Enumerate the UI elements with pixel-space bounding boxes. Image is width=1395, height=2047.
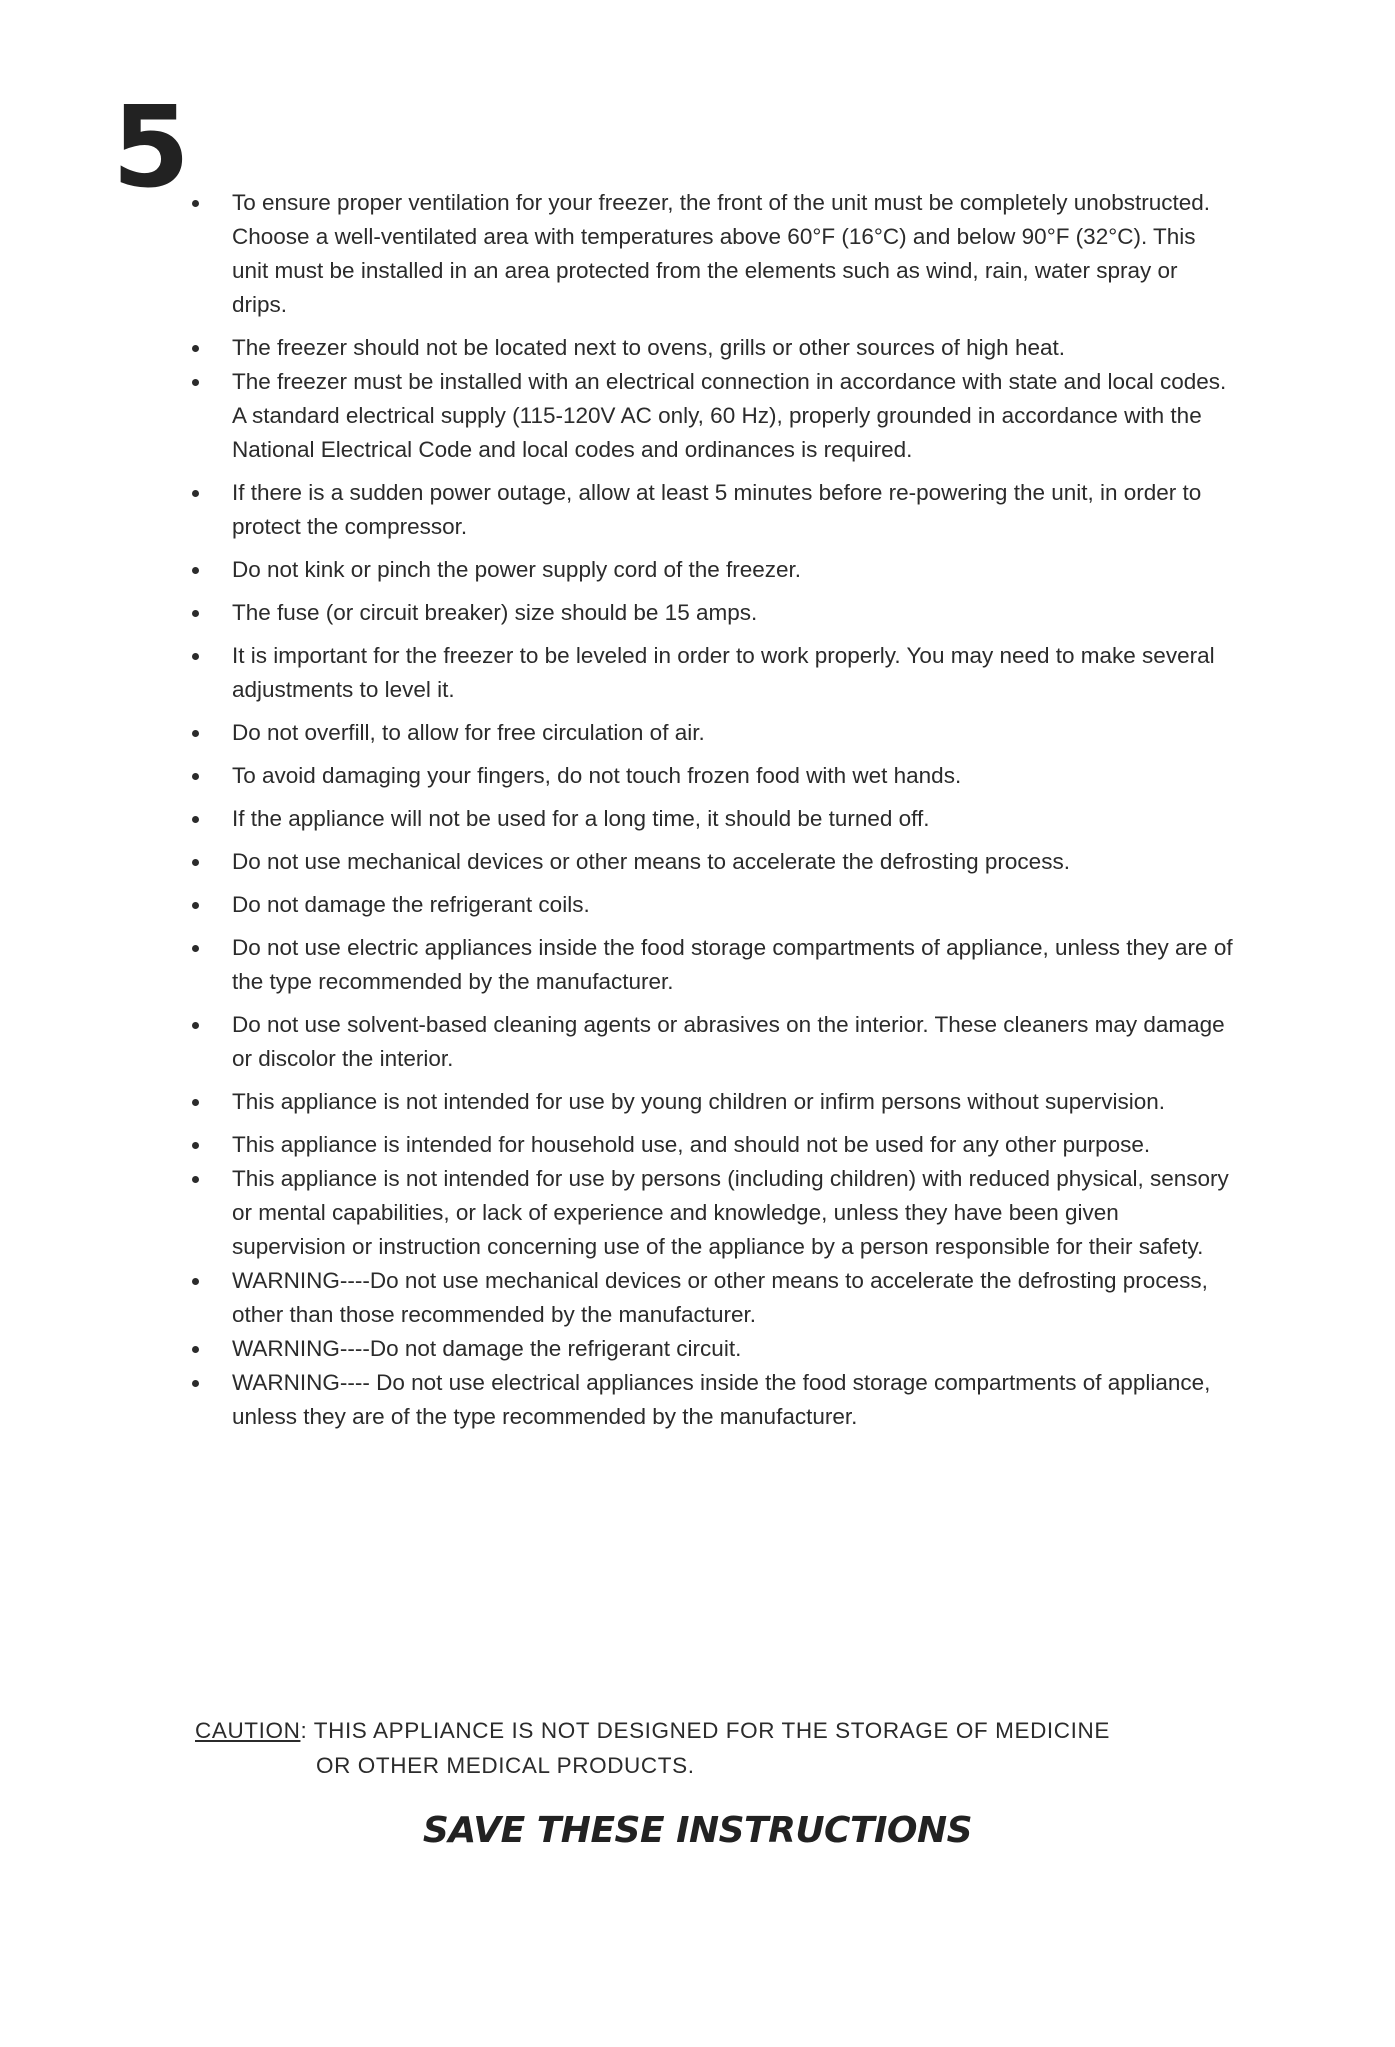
bullet-icon (192, 730, 199, 737)
caution-line-2: OR OTHER MEDICAL PRODUCTS. (316, 1753, 695, 1778)
list-item-text: Do not use solvent-based cleaning agents or abrasives on the interior. These cleaners may damage or discolor the interior. (232, 1012, 1225, 1071)
bullet-icon (192, 200, 199, 207)
bullet-icon (192, 1022, 199, 1029)
bullet-icon (192, 567, 199, 574)
caution-label: CAUTION (195, 1718, 301, 1743)
list-item-text: If the appliance will not be used for a long time, it should be turned off. (232, 806, 930, 831)
list-item (188, 1162, 1238, 1264)
caution-line-1 (195, 1713, 1195, 1748)
list-item-text: The fuse (or circuit breaker) size should be 15 amps. (232, 600, 758, 625)
list-item-text: This appliance is not intended for use by persons (including children) with reduced physical, sensory or mental capabilities, or lack of experience and knowledge, unless they have been given supervision or instruction concerning use of the appliance by a person responsible for their safety. (232, 1166, 1229, 1259)
list-item (188, 476, 1238, 544)
list-item-text: To avoid damaging your fingers, do not touch frozen food with wet hands. (232, 763, 962, 788)
bullet-icon (192, 945, 199, 952)
list-item-text: WARNING----Do not use mechanical devices or other means to accelerate the defrosting process, other than those recommended by the manufacturer. (232, 1268, 1208, 1327)
list-item-text: The freezer must be installed with an electrical connection in accordance with state and local codes. A standard electrical supply (115-120V AC only, 60 Hz), properly grounded in accordance with the National Electrical Code and local codes and ordinances is required. (232, 369, 1227, 462)
list-item (188, 1332, 1238, 1366)
list-item-text: This appliance is intended for household use, and should not be used for any other purpose. (232, 1132, 1151, 1157)
bullet-icon (192, 1176, 199, 1183)
caution-text: : THIS APPLIANCE IS NOT DESIGNED FOR THE STORAGE OF MEDICINE (300, 1718, 1110, 1743)
list-item-text: It is important for the freezer to be leveled in order to work properly. You may need to make several adjustments to level it. (232, 643, 1215, 702)
list-item (188, 1085, 1238, 1119)
list-item (188, 331, 1238, 365)
bullet-icon (192, 1380, 199, 1387)
caution-notice (195, 1713, 1195, 1783)
list-item-text: The freezer should not be located next to ovens, grills or other sources of high heat. (232, 335, 1065, 360)
bullet-icon (192, 816, 199, 823)
safety-instructions-list (188, 186, 1238, 1434)
bullet-icon (192, 345, 199, 352)
list-item-text: To ensure proper ventilation for your freezer, the front of the unit must be completely unobstructed. Choose a well-ventilated area with temperatures above 60°F (16°C) and below 90°F (32°C). This unit must be installed in an area protected from the elements such as wind, rain, water spray or drips. (232, 190, 1211, 317)
list-item (188, 553, 1238, 587)
list-item-text: If there is a sudden power outage, allow at least 5 minutes before re-powering the unit, in order to protect the compressor. (232, 480, 1202, 539)
bullet-icon (192, 1142, 199, 1149)
list-item (188, 802, 1238, 836)
bullet-icon (192, 653, 199, 660)
bullet-icon (192, 1278, 199, 1285)
bullet-icon (192, 379, 199, 386)
bullet-icon (192, 490, 199, 497)
list-item (188, 596, 1238, 630)
bullet-icon (192, 773, 199, 780)
list-item-text: Do not use mechanical devices or other means to accelerate the defrosting process. (232, 849, 1070, 874)
list-item (188, 1366, 1238, 1434)
list-item-text: Do not damage the refrigerant coils. (232, 892, 590, 917)
save-instructions-heading: SAVE THESE INSTRUCTIONS (422, 1810, 973, 1851)
list-item-text: Do not overfill, to allow for free circulation of air. (232, 720, 705, 745)
list-item-text: WARNING---- Do not use electrical appliances inside the food storage compartments of appliance, unless they are of the type recommended by the manufacturer. (232, 1370, 1211, 1429)
list-item-text: Do not use electric appliances inside the food storage compartments of appliance, unless they are of the type recommended by the manufacturer. (232, 935, 1233, 994)
page-number: 5 (112, 83, 188, 213)
list-item (188, 1264, 1238, 1332)
list-item (188, 759, 1238, 793)
list-item-text: Do not kink or pinch the power supply cord of the freezer. (232, 557, 802, 582)
list-item-text: WARNING----Do not damage the refrigerant circuit. (232, 1336, 742, 1361)
list-item (188, 1008, 1238, 1076)
bullet-icon (192, 1346, 199, 1353)
list-item (188, 365, 1238, 467)
list-item (188, 639, 1238, 707)
list-item (188, 186, 1238, 322)
list-item (188, 845, 1238, 879)
list-item (188, 931, 1238, 999)
bullet-icon (192, 902, 199, 909)
list-item (188, 1128, 1238, 1162)
list-item-text: This appliance is not intended for use by young children or infirm persons without supervision. (232, 1089, 1166, 1114)
list-item (188, 888, 1238, 922)
list-item (188, 716, 1238, 750)
bullet-icon (192, 859, 199, 866)
bullet-icon (192, 1099, 199, 1106)
bullet-icon (192, 610, 199, 617)
